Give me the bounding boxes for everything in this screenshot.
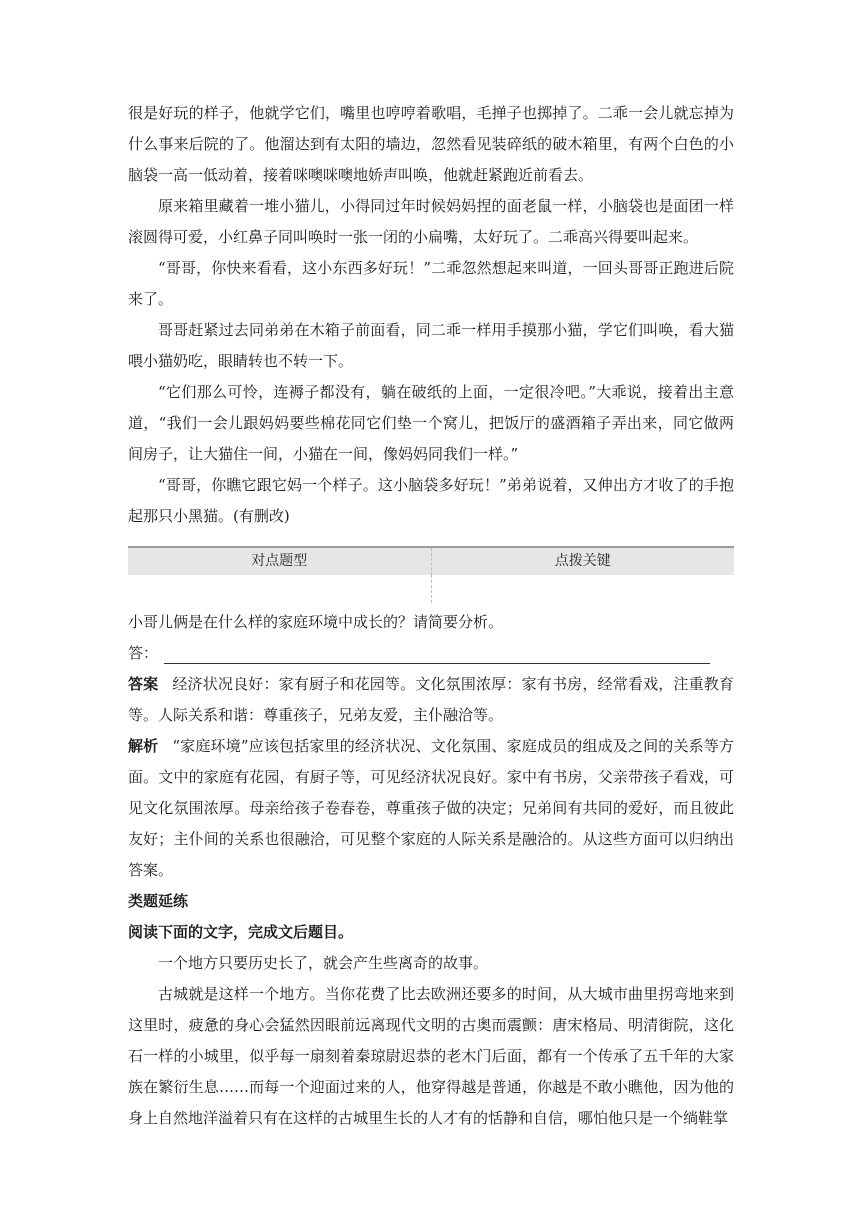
answer-text: 经济状况良好：家有厨子和花园等。文化氛围浓厚：家有书房，经常看戏，注重教育等。人际关系和谐：尊重孩子，兄弟友爱，主仆融洽等。 [128,675,734,724]
document-content [128,98,734,1134]
analysis-label: 解析 [128,737,159,755]
passage-paragraph: 一个地方只要历史长了，就会产生些离奇的故事。 [158,954,489,972]
answer-block [128,669,734,731]
section-title: 类题延练 [128,892,189,910]
story-paragraph: “哥哥，你快来看看，这小东西多好玩！”二乖忽然想起来叫道，一回头哥哥正跑进后院来了。 [128,259,734,308]
table-header-row [128,546,734,575]
answer-prompt: 答： [128,644,159,662]
question-text: 小哥儿俩是在什么样的家庭环境中成长的？请简要分析。 [128,613,504,631]
story-paragraph: 哥哥赶紧过去同弟弟在木箱子前面看，同二乖一样用手摸那小猫，学它们叫唤，看大猫喂小猫奶吃，眼睛转也不转一下。 [128,321,734,370]
table-header-question-type: 对点题型 [251,553,308,569]
answer-label: 答案 [128,675,159,693]
story-paragraph: 很是好玩的样子，他就学它们，嘴里也哼哼着歌唱，毛掸子也掷掉了。二乖一会儿就忘掉为什么事来后院的了。他溜达到有太阳的墙边，忽然看见装碎纸的破木箱里，有两个白色的小脑袋一高一低动着，接着咪噢咪噢地娇声叫唤，他就赶紧跑近前看去。 [128,104,734,184]
table-body-row [128,575,734,603]
analysis-block [128,731,734,886]
story-paragraph: 原来箱里藏着一堆小猫儿，小得同过年时候妈妈捏的面老鼠一样，小脑袋也是面团一样滚圆得可爱，小红鼻子同叫唤时一张一闭的小扁嘴，太好玩了。二乖高兴得要叫起来。 [128,197,734,246]
table-cell-empty [128,575,431,603]
reading-instruction: 阅读下面的文字，完成文后题目。 [128,923,354,941]
table-cell-empty [431,575,735,603]
story-paragraph: “它们那么可怜，连褥子都没有，躺在破纸的上面，一定很冷吧。”大乖说，接着出主意道，“我们一会儿跟妈妈要些棉花同它们垫一个窝儿，把饭厅的盛酒箱子弄出来，同它做两间房子，让大猫住一间，小猫在一间，像妈妈同我们一样。” [128,383,734,463]
table-header-key-points: 点拨关键 [431,548,735,575]
story-paragraph: “哥哥，你瞧它跟它妈一个样子。这小脑袋多好玩！”弟弟说着，又伸出方才收了的手抱起那只小黑猫。(有删改) [128,476,734,525]
answer-blank-line [164,645,710,664]
question-type-table [128,546,734,603]
analysis-text: “家庭环境”应该包括家里的经济状况、文化氛围、家庭成员的组成及之间的关系等方面。文中的家庭有花园，有厨子等，可见经济状况良好。家中有书房，父亲带孩子看戏，可见文化氛围浓厚。母亲给孩子卷春卷，尊重孩子做的决定；兄弟间有共同的爱好，而且彼此友好；主仆间的关系也很融洽，可见整个家庭的人际关系是融洽的。从这些方面可以归纳出答案。 [128,737,734,879]
passage-paragraph: 古城就是这样一个地方。当你花费了比去欧洲还要多的时间，从大城市曲里拐弯地来到这里时，疲惫的身心会猛然因眼前远离现代文明的古奥而震颤：唐宋格局、明清街院，这化石一样的小城里，似乎每一扇刻着秦琼尉迟恭的老木门后面，都有一个传承了五千年的大家族在繁衍生息……而每一个迎面过来的人，他穿得越是普通，你越是不敢小瞧他，因为他的身上自然地洋溢着只有在这样的古城里生长的人才有的恬静和自信，哪怕他只是一个绱鞋掌 [128,985,734,1127]
answer-blank-row [128,638,734,669]
